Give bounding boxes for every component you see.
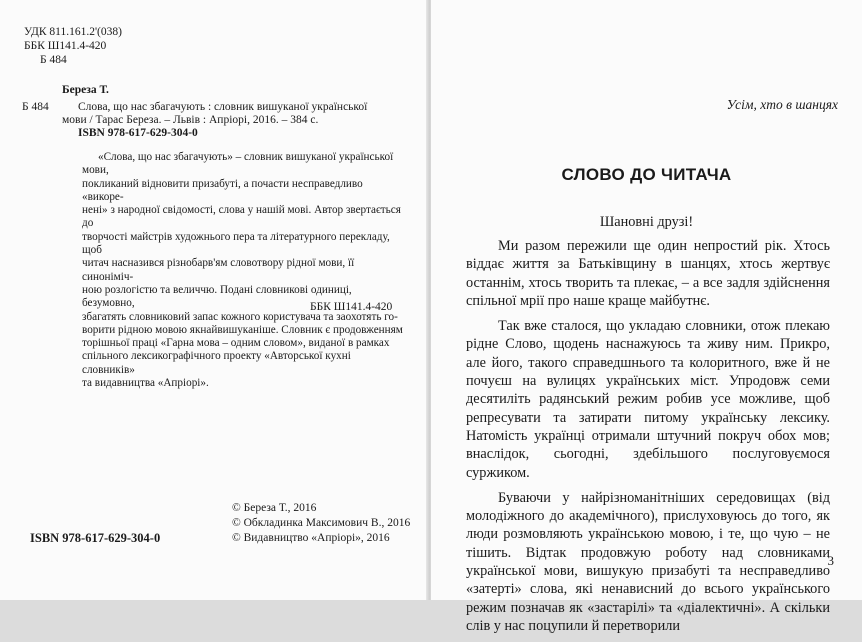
copyright-author: © Береза Т., 2016: [232, 502, 317, 514]
annotation-line: торішньої праці «Гарна мова – одним словом», виданої в рамках: [82, 337, 390, 350]
foreword-body: [466, 237, 830, 642]
copyright-cover: © Обкладинка Максимович В., 2016: [232, 517, 411, 529]
copyright-publisher: © Видавництво «Апріорі», 2016: [232, 532, 390, 544]
dedication: Усім, хто в шанцях: [726, 97, 838, 112]
isbn-line: ISBN 978-617-629-304-0: [78, 127, 198, 139]
author-name: Береза Т.: [62, 84, 109, 96]
annotation-line: ворити рідною мовою якнайвишуканіше. Словник є продовженням: [82, 323, 403, 336]
annotation-line: нені» з народної свідомості, слова у нашій мові. Автор звертається до: [82, 204, 401, 230]
title-line-2: мови / Тарас Береза. – Львів : Апріорі, 2016. – 384 с.: [62, 114, 319, 126]
greeting: Шановні друзі!: [599, 214, 694, 230]
page-heading: СЛОВО ДО ЧИТАЧА: [561, 165, 732, 184]
annotation-line: творчості майстрів художнього пера та літературного перекладу, щоб: [82, 230, 390, 257]
annotation-line: читач насназився різнобарв'ям словотвору рідної мови, її синоніміч-: [82, 257, 355, 283]
annotation-line: ною розлогістю та величчю. Подані словникові одиниці, безумовно,: [82, 283, 352, 310]
author-mark: Б 484: [40, 54, 67, 66]
udk-code: УДК 811.161.2'(038): [24, 26, 122, 38]
isbn-bottom: ISBN 978-617-629-304-0: [30, 531, 161, 545]
right-page: [431, 0, 862, 634]
bbk-code: ББК Ш141.4-420: [24, 40, 107, 52]
catalog-entry: [62, 101, 402, 140]
foreword-paragraph: Ми разом пережили ще один непростий рік. Хтось віддає життя за Батьківщину в шанцях, хтось жертвує останнім, хтось творить та плекає, – а все задля здійснення спільної мрії про наше краще майбутнє.: [466, 238, 830, 309]
annotation-line: збагатять словниковий запас кожного користувача та заохотять го-: [82, 310, 398, 323]
annotation-line: «Слова, що нас збагачують» – словник вишуканої української мови,: [82, 151, 394, 177]
bbk-bottom: ББК Ш141.4-420: [310, 301, 393, 313]
annotation-line: та видавництва «Апріорі».: [82, 377, 209, 390]
author-mark-side: Б 484: [22, 101, 49, 113]
foreword-paragraph: Так вже сталося, що укладаю словники, отож плекаю рідне Слово, щодень наснажуюсь та живу ним. Прикро, але його, такого справедшнього та колоритного, вже й не почуєш на вулицях українських міст. Упродовж семи десятиліть радянський режим робив усе можливе, щоб репресувати та затирати питому українську лексику. Натомість українці отримали штучний покруч обох мов; внаслідок, сьогодні, здебільшого послуговуємося суржиком.: [466, 318, 830, 481]
left-page: [0, 0, 428, 600]
annotation: [82, 151, 404, 390]
annotation-line: спільного лексикографічного проекту «Авторської кухні словників»: [82, 350, 351, 376]
foreword-paragraph: Буваючи у найрізноманітніших середовищах (від молодіжного до академічного), прислуховуюсь до того, як люди розмовляють українською мовою, і те, що чую – не тішить. Відтак продовжую роботу над словниками української мови, вишукую призабуті та несправедливо «затерті» слова, які ненависний до всього українського режим позначав як «застарілі» та «діалектичні». А скільки слів у нас поцупили й перетворили: [466, 489, 830, 634]
page-number: 3: [827, 553, 834, 568]
title-line-1: Слова, що нас збагачують : словник вишуканої української: [78, 101, 368, 113]
annotation-line: покликаний відновити призабуті, а почасти несправедливо «викоре-: [82, 177, 363, 203]
